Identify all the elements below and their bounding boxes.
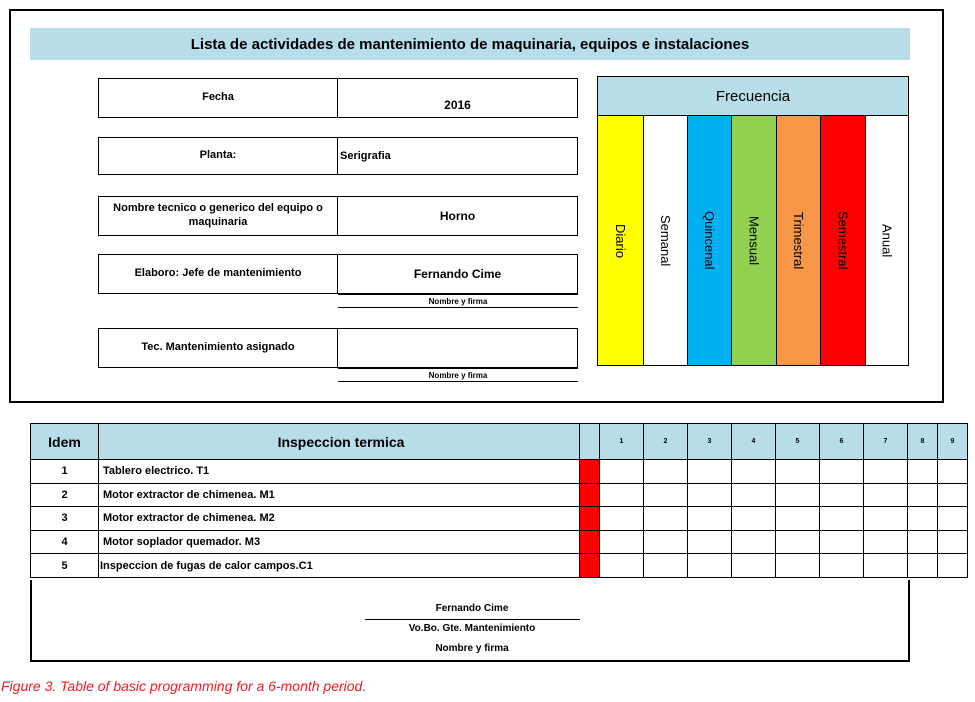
schedule-cell[interactable] [732,530,776,554]
schedule-cell[interactable] [864,554,908,578]
header-col-5: 5 [776,424,820,460]
schedule-cell[interactable] [908,460,938,484]
figure-caption: Figure 3. Table of basic programming for a 6-month period. [1,678,367,694]
row-idem: 2 [31,483,99,507]
schedule-cell[interactable] [600,530,644,554]
schedule-cell[interactable] [820,530,864,554]
fecha-value: 2016 [338,78,578,118]
header-col-8: 8 [908,424,938,460]
schedule-cell[interactable] [776,460,820,484]
header-col-9: 9 [938,424,968,460]
schedule-cell[interactable] [908,483,938,507]
schedule-cell[interactable] [908,554,938,578]
elaboro-caption: Nombre y firma [338,294,578,308]
schedule-cell[interactable] [644,530,688,554]
freq-anual: Anual [865,116,909,366]
freq-semanal: Semanal [643,116,688,366]
schedule-cell[interactable] [776,507,820,531]
schedule-cell[interactable] [938,530,968,554]
schedule-cell[interactable] [732,554,776,578]
table-row [31,483,968,507]
table-row [31,530,968,554]
signature-name: Fernando Cime [435,603,509,614]
activity-table [30,423,968,578]
schedule-cell[interactable] [776,530,820,554]
schedule-cell[interactable] [600,507,644,531]
schedule-cell[interactable] [938,554,968,578]
row-activity: Motor soplador quemador. M3 [99,530,580,554]
signature-role: Vo.Bo. Gte. Mantenimiento [408,623,536,634]
schedule-cell[interactable] [864,483,908,507]
signature-line [365,619,580,620]
table-row [31,460,968,484]
schedule-cell[interactable] [600,460,644,484]
header-col-4: 4 [732,424,776,460]
table-row [31,554,968,578]
fecha-label: Fecha [98,78,338,118]
equipo-value: Horno [338,196,578,236]
row-idem: 1 [31,460,99,484]
row-mark [580,460,600,484]
row-idem: 4 [31,530,99,554]
schedule-cell[interactable] [644,460,688,484]
freq-quincenal: Quincenal [687,116,732,366]
elaboro-value: Fernando Cime [338,254,578,294]
freq-diario: Diario [597,116,644,366]
header-col-7: 7 [864,424,908,460]
header-idem: Idem [31,424,99,460]
row-mark [580,530,600,554]
schedule-cell[interactable] [908,530,938,554]
freq-mensual: Mensual [731,116,777,366]
schedule-cell[interactable] [820,483,864,507]
row-mark [580,554,600,578]
schedule-cell[interactable] [820,507,864,531]
schedule-cell[interactable] [600,483,644,507]
row-idem: 5 [31,554,99,578]
schedule-cell[interactable] [864,460,908,484]
row-activity: Tablero electrico. T1 [99,460,580,484]
schedule-cell[interactable] [732,507,776,531]
header-col-3: 3 [688,424,732,460]
schedule-cell[interactable] [688,507,732,531]
header-col-1: 1 [600,424,644,460]
schedule-cell[interactable] [732,460,776,484]
document-title: Lista de actividades de mantenimiento de maquinaria, equipos e instalaciones [30,28,910,60]
header-mark [580,424,600,460]
row-activity: Motor extractor de chimenea. M1 [99,483,580,507]
schedule-cell[interactable] [864,507,908,531]
row-activity: Motor extractor de chimenea. M2 [99,507,580,531]
table-header-row [31,424,968,460]
table-row [31,507,968,531]
schedule-cell[interactable] [820,554,864,578]
schedule-cell[interactable] [644,483,688,507]
schedule-cell[interactable] [776,554,820,578]
header-col-2: 2 [644,424,688,460]
header-activity: Inspeccion termica [99,424,580,460]
freq-trimestral: Trimestral [776,116,821,366]
planta-value: Serigrafia [338,137,578,175]
row-mark [580,483,600,507]
planta-label: Planta: [98,137,338,175]
row-mark [580,507,600,531]
schedule-cell[interactable] [820,460,864,484]
equipo-label: Nombre tecnico o generico del equipo o maquinaria [98,196,338,236]
signature-caption: Nombre y firma [435,643,509,654]
tec-label: Tec. Mantenimiento asignado [98,328,338,368]
schedule-cell[interactable] [732,483,776,507]
elaboro-label: Elaboro: Jefe de mantenimiento [98,254,338,294]
frequency-header: Frecuencia [597,76,909,116]
header-col-6: 6 [820,424,864,460]
schedule-cell[interactable] [688,530,732,554]
schedule-cell[interactable] [776,483,820,507]
schedule-cell[interactable] [864,530,908,554]
schedule-cell[interactable] [938,507,968,531]
schedule-cell[interactable] [688,554,732,578]
schedule-cell[interactable] [688,460,732,484]
tec-caption: Nombre y firma [338,368,578,382]
freq-semestral: Semestral [820,116,866,366]
row-idem: 3 [31,507,99,531]
row-activity: Inspeccion de fugas de calor campos.C1 [99,554,580,578]
schedule-cell[interactable] [688,483,732,507]
schedule-cell[interactable] [644,554,688,578]
schedule-cell[interactable] [644,507,688,531]
schedule-cell[interactable] [938,460,968,484]
schedule-cell[interactable] [938,483,968,507]
tec-value [338,328,578,368]
schedule-cell[interactable] [600,554,644,578]
schedule-cell[interactable] [908,507,938,531]
